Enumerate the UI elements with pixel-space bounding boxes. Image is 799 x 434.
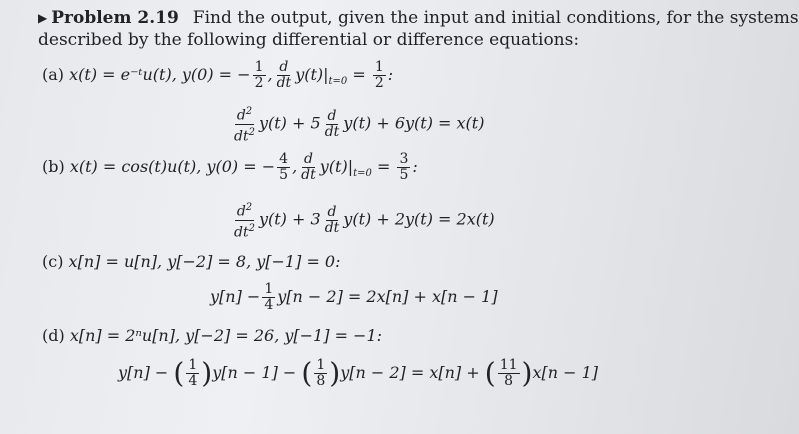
problem-text: Find the output, given the input and initial conditions, for the systems (192, 8, 799, 28)
part-b-condition: (b) x(t) = cos(t)u(t), y(0) = − $\frac{4}{5}$ , $\frac{d}{dt}$ $y(t)|_{t=0}$ = $\frac{3}{5}$ : (42, 151, 418, 183)
part-b-input: x(t) = cos(t)u(t), y(0) = − (69, 157, 276, 176)
part-d-condition (42, 326, 382, 345)
part-c-condition (42, 252, 341, 271)
part-a-label: (a) (42, 65, 65, 84)
part-c-input: x[n] = u[n], y[−2] = 8, y[−1] = 0: (68, 252, 341, 271)
part-c-label: (c) (42, 252, 64, 271)
part-b-equation: $\frac{d^2}{dt^2}$ y(t) + 3 $\frac{d}{dt}$ y(t) + 2y(t) = 2x(t) (234, 202, 495, 241)
part-d-equation: y[n] − ( $\frac{1}{4}$ )y[n − 1] − ( $\frac{1}{8}$ )y[n − 2] = x[n] + ( $\frac{11}{8}$ )x[n − 1] (118, 356, 599, 390)
problem-title: Problem 2.19 (51, 8, 179, 28)
part-d-input: x[n] = 2ⁿu[n], y[−2] = 26, y[−1] = −1: (69, 326, 383, 345)
triangle-bullet-icon: ▶ (38, 11, 48, 25)
part-b-label: (b) (42, 157, 65, 176)
part-c-equation: y[n] − $\frac{1}{4}$ y[n − 2] = 2x[n] + x[n − 1] (210, 281, 498, 313)
problem-header (38, 8, 799, 28)
part-a-equation: $\frac{d^2}{dt^2}$ y(t) + 5 $\frac{d}{dt}$ y(t) + 6y(t) = x(t) (234, 106, 485, 145)
part-a-condition: (a) x(t) = e⁻ᵗu(t), y(0) = − $\frac{1}{2}$ , $\frac{d}{dt}$ $y(t)|_{t=0}$ = $\frac{1}{2}$ : (42, 59, 394, 91)
problem-text-continued: described by the following differential or difference equations: (38, 30, 580, 50)
part-d-label: (d) (42, 326, 65, 345)
part-a-input: x(t) = e⁻ᵗu(t), y(0) = − (69, 65, 251, 84)
